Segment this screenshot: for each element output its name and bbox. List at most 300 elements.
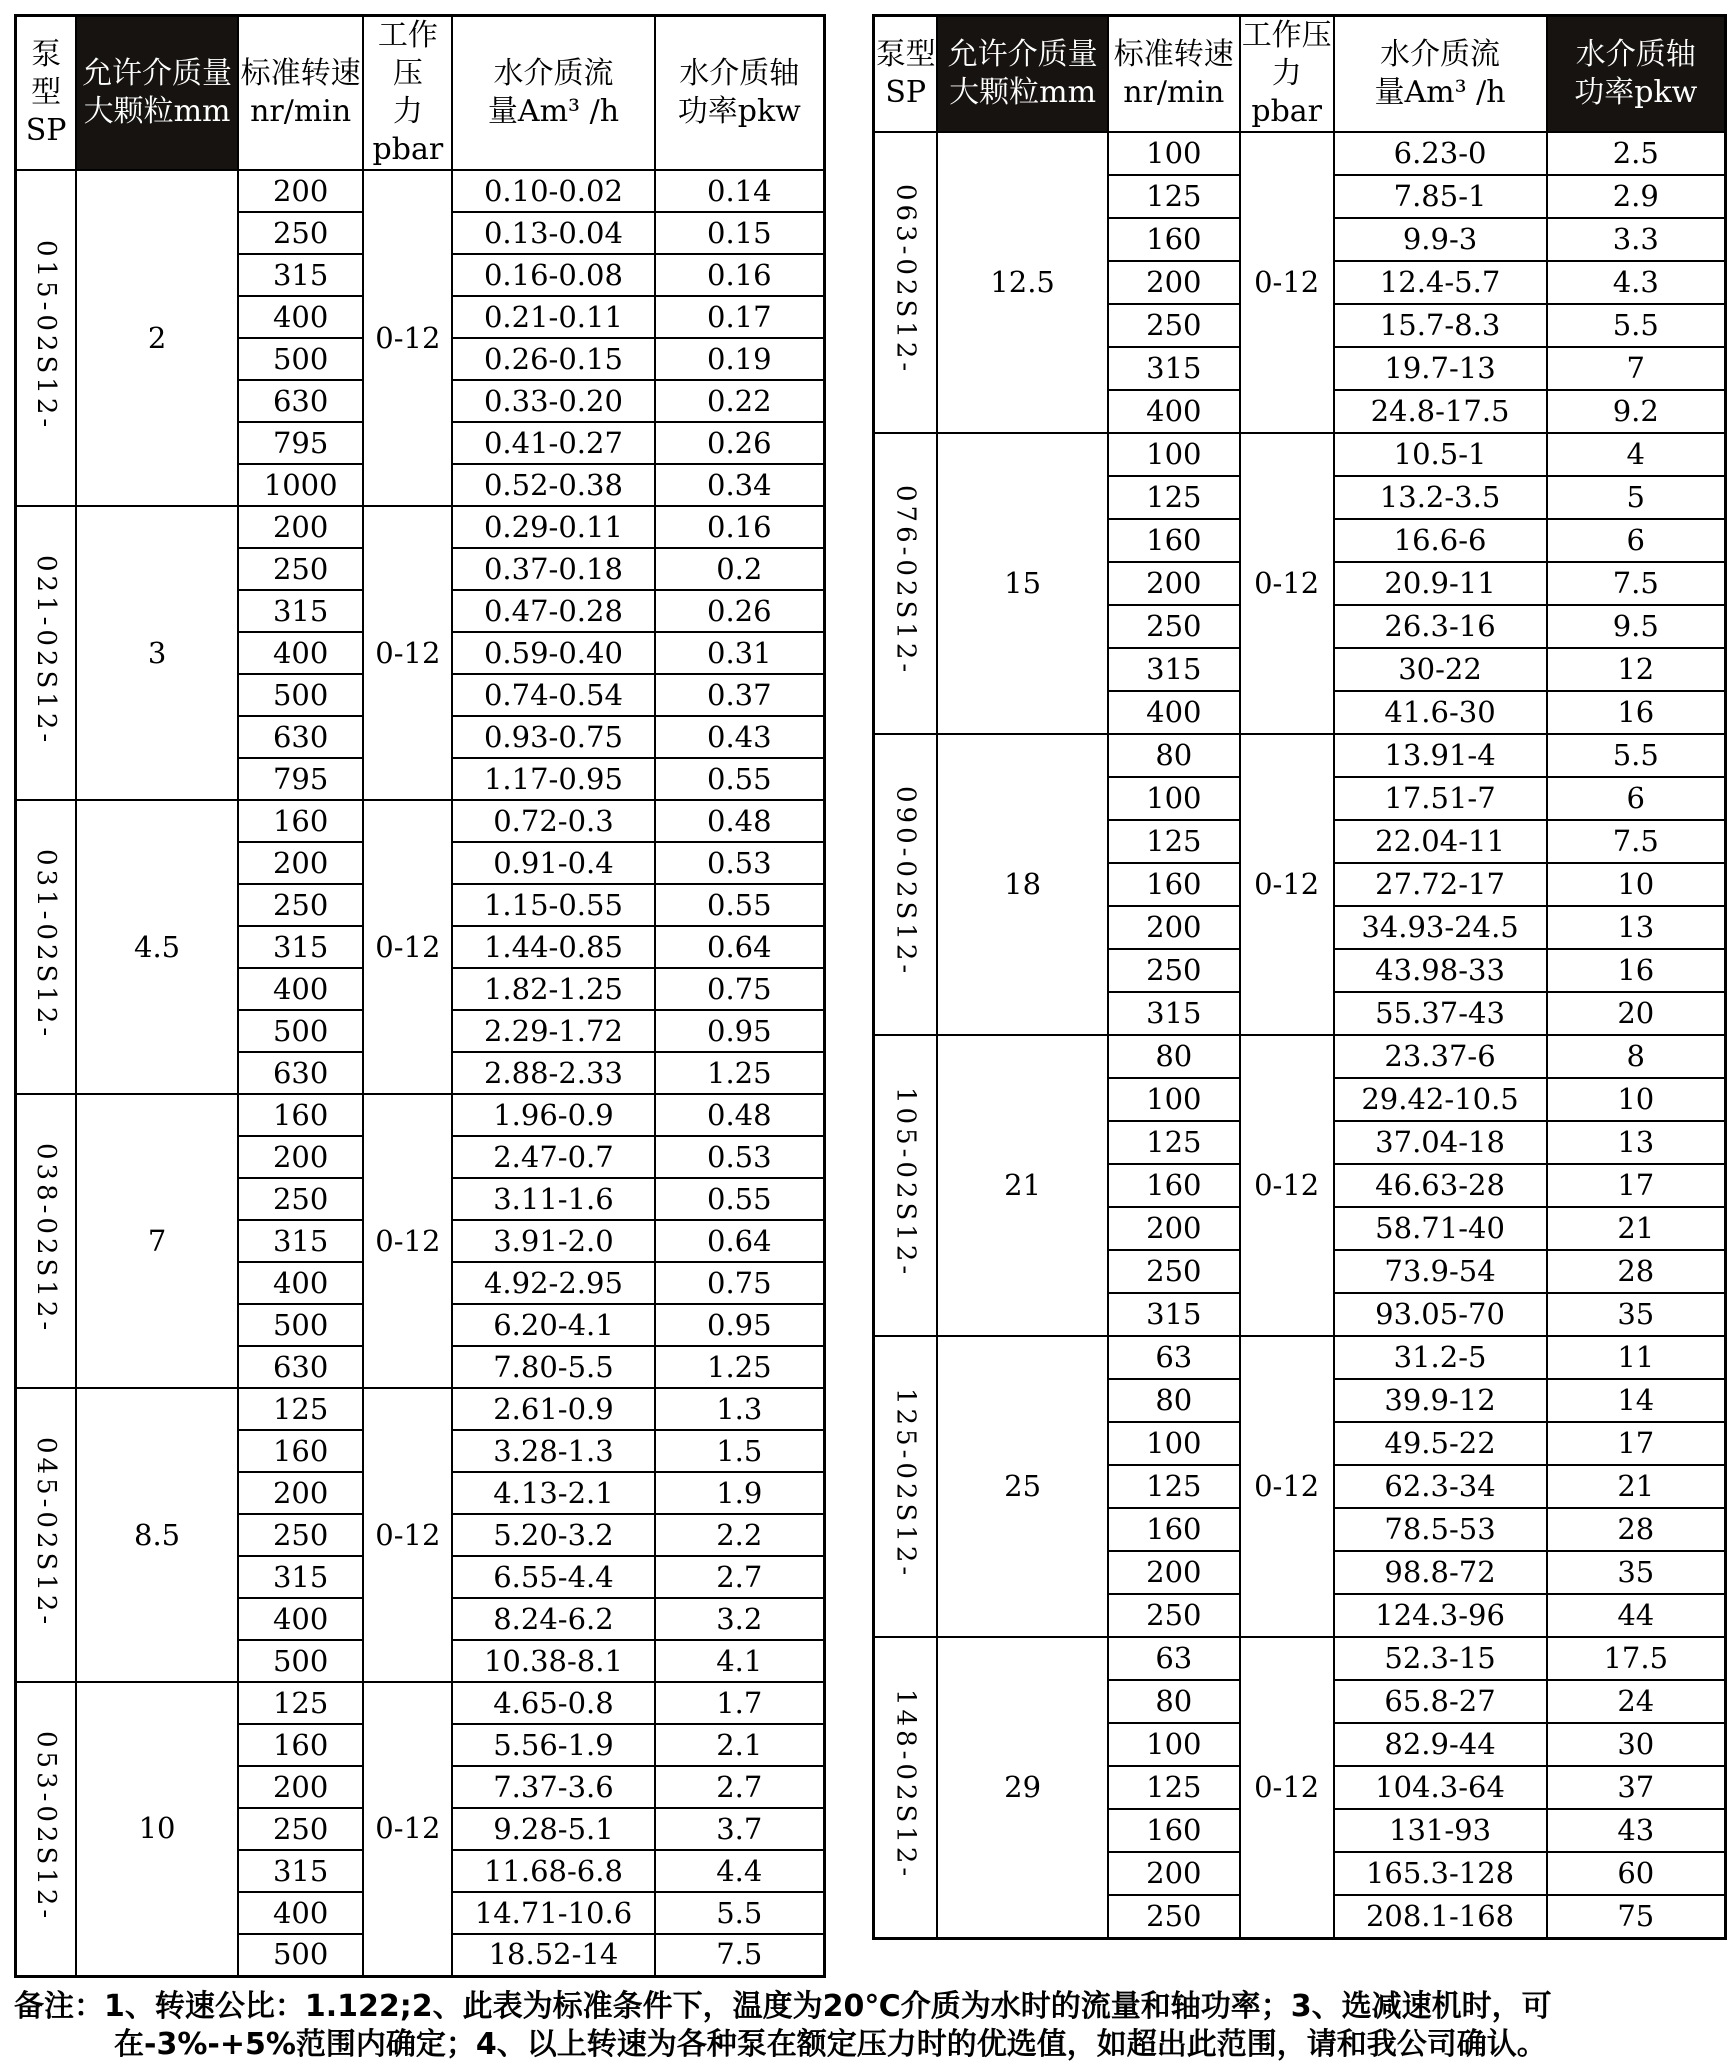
pump-model-text: 076-02S12- (890, 485, 921, 677)
flow-cell: 9.28-5.1 (452, 1808, 654, 1850)
flow-cell: 37.04-18 (1334, 1121, 1547, 1164)
pump-model-cell (874, 1637, 938, 1938)
flow-cell: 0.33-0.20 (452, 380, 654, 422)
header-line: 力pbar (372, 94, 444, 167)
speed-cell: 400 (238, 632, 363, 674)
power-cell: 0.43 (655, 716, 825, 758)
flow-cell: 0.47-0.28 (452, 590, 654, 632)
speed-cell: 250 (1108, 605, 1240, 648)
power-cell: 37 (1547, 1766, 1726, 1809)
power-cell: 7.5 (655, 1934, 825, 1976)
speed-cell: 400 (238, 1262, 363, 1304)
speed-cell: 160 (1108, 218, 1240, 261)
power-cell: 28 (1547, 1250, 1726, 1293)
speed-cell: 795 (238, 758, 363, 800)
pressure-cell: 0-12 (363, 506, 452, 800)
power-cell: 0.55 (655, 1178, 825, 1220)
pump-model-text: 038-02S12- (31, 1142, 62, 1335)
power-cell: 2.7 (655, 1556, 825, 1598)
speed-cell: 200 (1108, 562, 1240, 605)
flow-cell: 0.21-0.11 (452, 296, 654, 338)
flow-cell: 0.26-0.15 (452, 338, 654, 380)
header-line: 工作压 (1241, 18, 1332, 53)
speed-cell: 200 (1108, 906, 1240, 949)
power-cell: 6 (1547, 519, 1726, 562)
power-cell: 0.48 (655, 1094, 825, 1136)
power-cell: 10 (1547, 863, 1726, 906)
flow-cell: 58.71-40 (1334, 1207, 1547, 1250)
tables-row (14, 14, 1731, 1978)
pump-model-cell (874, 132, 938, 433)
speed-cell: 250 (238, 1514, 363, 1556)
speed-cell: 315 (1108, 347, 1240, 390)
pump-model-text: 021-02S12- (31, 554, 62, 747)
col-header-pump-model (874, 16, 938, 133)
particle-size-cell: 8.5 (76, 1388, 238, 1682)
flow-cell: 3.28-1.3 (452, 1430, 654, 1472)
flow-cell: 165.3-128 (1334, 1852, 1547, 1895)
power-cell: 43 (1547, 1809, 1726, 1852)
flow-cell: 5.20-3.2 (452, 1514, 654, 1556)
power-cell: 35 (1547, 1293, 1726, 1336)
power-cell: 4.4 (655, 1850, 825, 1892)
speed-cell: 250 (1108, 1594, 1240, 1637)
power-cell: 60 (1547, 1852, 1726, 1895)
pressure-cell: 0-12 (363, 170, 452, 506)
particle-size-cell: 18 (937, 734, 1107, 1035)
header-line: SP (885, 75, 927, 110)
flow-cell: 30-22 (1334, 648, 1547, 691)
power-cell: 24 (1547, 1680, 1726, 1723)
flow-cell: 65.8-27 (1334, 1680, 1547, 1723)
flow-cell: 0.52-0.38 (452, 464, 654, 506)
speed-cell: 500 (238, 1304, 363, 1346)
speed-cell: 125 (238, 1682, 363, 1724)
speed-cell: 100 (1108, 1422, 1240, 1465)
flow-cell: 55.37-43 (1334, 992, 1547, 1035)
power-cell: 17 (1547, 1422, 1726, 1465)
header-line: 量Am³ /h (487, 94, 620, 129)
flow-cell: 14.71-10.6 (452, 1892, 654, 1934)
header-line: 泵型 (875, 37, 936, 72)
flow-cell: 13.2-3.5 (1334, 476, 1547, 519)
pump-model-cell (874, 1035, 938, 1336)
header-line: SP (25, 113, 67, 148)
header-line: 标准转速 (1113, 37, 1234, 72)
pressure-cell: 0-12 (363, 1388, 452, 1682)
speed-cell: 315 (238, 590, 363, 632)
flow-cell: 0.37-0.18 (452, 548, 654, 590)
power-cell: 1.9 (655, 1472, 825, 1514)
col-header-flow (452, 16, 654, 171)
pump-model-cell (16, 1388, 77, 1682)
flow-cell: 7.37-3.6 (452, 1766, 654, 1808)
flow-cell: 124.3-96 (1334, 1594, 1547, 1637)
flow-cell: 104.3-64 (1334, 1766, 1547, 1809)
speed-cell: 315 (238, 1556, 363, 1598)
col-header-flow (1334, 16, 1547, 133)
speed-cell: 315 (1108, 648, 1240, 691)
flow-cell: 1.15-0.55 (452, 884, 654, 926)
pump-model-text: 063-02S12- (890, 184, 921, 376)
spec-row (874, 734, 1726, 777)
header-line: 水介质流 (493, 56, 614, 91)
speed-cell: 160 (238, 1430, 363, 1472)
particle-size-cell: 4.5 (76, 800, 238, 1094)
particle-size-cell: 29 (937, 1637, 1107, 1938)
power-cell: 0.16 (655, 506, 825, 548)
spec-row (874, 433, 1726, 476)
speed-cell: 200 (238, 506, 363, 548)
speed-cell: 200 (238, 170, 363, 212)
particle-size-cell: 21 (937, 1035, 1107, 1336)
speed-cell: 125 (1108, 476, 1240, 519)
pump-model-cell (16, 1094, 77, 1388)
speed-cell: 500 (238, 1010, 363, 1052)
speed-cell: 100 (1108, 132, 1240, 175)
power-cell: 5.5 (1547, 304, 1726, 347)
col-header-speed (238, 16, 363, 171)
speed-cell: 315 (1108, 1293, 1240, 1336)
speed-cell: 80 (1108, 1035, 1240, 1078)
power-cell: 4 (1547, 433, 1726, 476)
pressure-cell: 0-12 (1240, 1637, 1334, 1938)
speed-cell: 630 (238, 380, 363, 422)
speed-cell: 315 (1108, 992, 1240, 1035)
flow-cell: 82.9-44 (1334, 1723, 1547, 1766)
power-cell: 0.14 (655, 170, 825, 212)
flow-cell: 22.04-11 (1334, 820, 1547, 863)
power-cell: 2.5 (1547, 132, 1726, 175)
flow-cell: 16.6-6 (1334, 519, 1547, 562)
flow-cell: 20.9-11 (1334, 562, 1547, 605)
col-header-pressure (1240, 16, 1334, 133)
header-line: 允许介质量 (947, 37, 1098, 72)
pump-model-text: 053-02S12- (31, 1730, 62, 1922)
speed-cell: 315 (238, 1220, 363, 1262)
power-cell: 2.7 (655, 1766, 825, 1808)
power-cell: 1.25 (655, 1052, 825, 1094)
power-cell: 12 (1547, 648, 1726, 691)
speed-cell: 200 (1108, 1551, 1240, 1594)
power-cell: 16 (1547, 691, 1726, 734)
speed-cell: 80 (1108, 1379, 1240, 1422)
speed-cell: 315 (238, 1850, 363, 1892)
flow-cell: 131-93 (1334, 1809, 1547, 1852)
power-cell: 21 (1547, 1207, 1726, 1250)
pump-model-text: 125-02S12- (890, 1388, 921, 1580)
flow-cell: 6.55-4.4 (452, 1556, 654, 1598)
speed-cell: 200 (238, 1136, 363, 1178)
power-cell: 14 (1547, 1379, 1726, 1422)
power-cell: 9.5 (1547, 605, 1726, 648)
power-cell: 75 (1547, 1895, 1726, 1938)
flow-cell: 10.5-1 (1334, 433, 1547, 476)
power-cell: 1.3 (655, 1388, 825, 1430)
speed-cell: 200 (238, 1766, 363, 1808)
pressure-cell: 0-12 (363, 1682, 452, 1976)
flow-cell: 29.42-10.5 (1334, 1078, 1547, 1121)
speed-cell: 125 (238, 1388, 363, 1430)
right-table-header (874, 16, 1726, 133)
speed-cell: 200 (1108, 1852, 1240, 1895)
power-cell: 0.37 (655, 674, 825, 716)
header-line: 工作压 (377, 18, 438, 91)
footnote-line-2: 在-3%-+5%范围内确定；4、以上转速为各种泵在额定压力时的优选值，如超出此范围，请和我公司确认。 (114, 2026, 1547, 2062)
flow-cell: 31.2-5 (1334, 1336, 1547, 1379)
pump-model-cell (874, 433, 938, 734)
left-table-body (16, 170, 825, 1976)
power-cell: 0.95 (655, 1010, 825, 1052)
flow-cell: 4.65-0.8 (452, 1682, 654, 1724)
pump-model-cell (874, 734, 938, 1035)
pump-model-text: 090-02S12- (890, 786, 921, 978)
header-line: 量Am³ /h (1374, 75, 1506, 110)
flow-cell: 43.98-33 (1334, 949, 1547, 992)
speed-cell: 400 (1108, 691, 1240, 734)
power-cell: 0.75 (655, 1262, 825, 1304)
power-cell: 8 (1547, 1035, 1726, 1078)
flow-cell: 24.8-17.5 (1334, 390, 1547, 433)
speed-cell: 315 (238, 926, 363, 968)
flow-cell: 0.59-0.40 (452, 632, 654, 674)
speed-cell: 160 (1108, 1164, 1240, 1207)
speed-cell: 160 (238, 1724, 363, 1766)
power-cell: 0.48 (655, 800, 825, 842)
speed-cell: 125 (1108, 1121, 1240, 1164)
power-cell: 0.15 (655, 212, 825, 254)
speed-cell: 200 (1108, 261, 1240, 304)
speed-cell: 100 (1108, 1723, 1240, 1766)
speed-cell: 315 (238, 254, 363, 296)
flow-cell: 0.10-0.02 (452, 170, 654, 212)
flow-cell: 62.3-34 (1334, 1465, 1547, 1508)
power-cell: 0.31 (655, 632, 825, 674)
power-cell: 10 (1547, 1078, 1726, 1121)
header-line: 大颗粒mm (83, 94, 231, 129)
pump-model-cell (16, 1682, 77, 1976)
flow-cell: 34.93-24.5 (1334, 906, 1547, 949)
speed-cell: 125 (1108, 175, 1240, 218)
flow-cell: 3.91-2.0 (452, 1220, 654, 1262)
header-line: 功率pkw (677, 94, 801, 129)
power-cell: 2.9 (1547, 175, 1726, 218)
flow-cell: 3.11-1.6 (452, 1178, 654, 1220)
header-line: 力pbar (1251, 56, 1322, 129)
spec-row (16, 1094, 825, 1136)
header-row (874, 16, 1726, 133)
speed-cell: 500 (238, 338, 363, 380)
flow-cell: 2.47-0.7 (452, 1136, 654, 1178)
power-cell: 9.2 (1547, 390, 1726, 433)
speed-cell: 160 (238, 800, 363, 842)
flow-cell: 52.3-15 (1334, 1637, 1547, 1680)
speed-cell: 250 (1108, 949, 1240, 992)
flow-cell: 13.91-4 (1334, 734, 1547, 777)
flow-cell: 1.44-0.85 (452, 926, 654, 968)
col-header-pressure (363, 16, 452, 171)
speed-cell: 400 (238, 968, 363, 1010)
speed-cell: 250 (1108, 1250, 1240, 1293)
power-cell: 0.64 (655, 926, 825, 968)
speed-cell: 630 (238, 1052, 363, 1094)
pressure-cell: 0-12 (1240, 1035, 1334, 1336)
flow-cell: 73.9-54 (1334, 1250, 1547, 1293)
col-header-particle (937, 16, 1107, 133)
power-cell: 0.53 (655, 842, 825, 884)
speed-cell: 500 (238, 1934, 363, 1976)
pressure-cell: 0-12 (1240, 734, 1334, 1035)
flow-cell: 1.96-0.9 (452, 1094, 654, 1136)
flow-cell: 39.9-12 (1334, 1379, 1547, 1422)
pump-model-text: 105-02S12- (890, 1087, 921, 1279)
flow-cell: 78.5-53 (1334, 1508, 1547, 1551)
flow-cell: 4.92-2.95 (452, 1262, 654, 1304)
power-cell: 11 (1547, 1336, 1726, 1379)
flow-cell: 12.4-5.7 (1334, 261, 1547, 304)
speed-cell: 100 (1108, 433, 1240, 476)
speed-cell: 63 (1108, 1336, 1240, 1379)
power-cell: 0.16 (655, 254, 825, 296)
power-cell: 20 (1547, 992, 1726, 1035)
power-cell: 6 (1547, 777, 1726, 820)
speed-cell: 160 (1108, 1809, 1240, 1852)
header-line: 水介质轴 (1575, 37, 1696, 72)
flow-cell: 2.61-0.9 (452, 1388, 654, 1430)
power-cell: 13 (1547, 906, 1726, 949)
pressure-cell: 0-12 (1240, 1336, 1334, 1637)
header-line: nr/min (1123, 75, 1225, 110)
speed-cell: 250 (238, 1178, 363, 1220)
col-header-pump-model (16, 16, 77, 171)
flow-cell: 0.72-0.3 (452, 800, 654, 842)
power-cell: 0.53 (655, 1136, 825, 1178)
power-cell: 0.17 (655, 296, 825, 338)
speed-cell: 100 (1108, 777, 1240, 820)
flow-cell: 10.38-8.1 (452, 1640, 654, 1682)
footnote (14, 1988, 1731, 2064)
speed-cell: 125 (1108, 1465, 1240, 1508)
speed-cell: 400 (238, 1598, 363, 1640)
pump-model-cell (874, 1336, 938, 1637)
power-cell: 0.26 (655, 422, 825, 464)
pump-model-cell (16, 506, 77, 800)
pump-model-text: 015-02S12- (31, 239, 62, 432)
power-cell: 4.1 (655, 1640, 825, 1682)
col-header-power (655, 16, 825, 171)
speed-cell: 250 (238, 1808, 363, 1850)
speed-cell: 500 (238, 674, 363, 716)
spec-row (874, 1336, 1726, 1379)
flow-cell: 18.52-14 (452, 1934, 654, 1976)
speed-cell: 400 (238, 1892, 363, 1934)
particle-size-cell: 2 (76, 170, 238, 506)
spec-row (16, 800, 825, 842)
header-row (16, 16, 825, 171)
flow-cell: 11.68-6.8 (452, 1850, 654, 1892)
flow-cell: 19.7-13 (1334, 347, 1547, 390)
speed-cell: 400 (1108, 390, 1240, 433)
power-cell: 5 (1547, 476, 1726, 519)
pressure-cell: 0-12 (1240, 132, 1334, 433)
speed-cell: 400 (238, 296, 363, 338)
flow-cell: 7.80-5.5 (452, 1346, 654, 1388)
flow-cell: 9.9-3 (1334, 218, 1547, 261)
power-cell: 2.1 (655, 1724, 825, 1766)
header-line: nr/min (250, 94, 352, 129)
power-cell: 28 (1547, 1508, 1726, 1551)
speed-cell: 500 (238, 1640, 363, 1682)
speed-cell: 63 (1108, 1637, 1240, 1680)
power-cell: 2.2 (655, 1514, 825, 1556)
power-cell: 7.5 (1547, 820, 1726, 863)
speed-cell: 160 (1108, 519, 1240, 562)
flow-cell: 23.37-6 (1334, 1035, 1547, 1078)
power-cell: 17.5 (1547, 1637, 1726, 1680)
speed-cell: 795 (238, 422, 363, 464)
spec-row (16, 170, 825, 212)
header-line: 水介质轴 (679, 56, 800, 91)
power-cell: 3.3 (1547, 218, 1726, 261)
flow-cell: 41.6-30 (1334, 691, 1547, 734)
flow-cell: 93.05-70 (1334, 1293, 1547, 1336)
header-line: 功率pkw (1574, 75, 1698, 110)
pump-model-cell (16, 800, 77, 1094)
flow-cell: 46.63-28 (1334, 1164, 1547, 1207)
speed-cell: 250 (1108, 304, 1240, 347)
flow-cell: 2.88-2.33 (452, 1052, 654, 1094)
speed-cell: 125 (1108, 1766, 1240, 1809)
flow-cell: 2.29-1.72 (452, 1010, 654, 1052)
speed-cell: 160 (238, 1094, 363, 1136)
left-table-header (16, 16, 825, 171)
power-cell: 1.7 (655, 1682, 825, 1724)
speed-cell: 200 (238, 842, 363, 884)
flow-cell: 0.41-0.27 (452, 422, 654, 464)
power-cell: 5.5 (1547, 734, 1726, 777)
pump-model-text: 148-02S12- (890, 1689, 921, 1881)
power-cell: 0.75 (655, 968, 825, 1010)
power-cell: 0.55 (655, 884, 825, 926)
speed-cell: 250 (238, 884, 363, 926)
speed-cell: 100 (1108, 1078, 1240, 1121)
pump-model-text: 031-02S12- (31, 848, 62, 1041)
flow-cell: 98.8-72 (1334, 1551, 1547, 1594)
flow-cell: 26.3-16 (1334, 605, 1547, 648)
speed-cell: 160 (1108, 1508, 1240, 1551)
power-cell: 0.19 (655, 338, 825, 380)
spec-row (16, 1388, 825, 1430)
particle-size-cell: 25 (937, 1336, 1107, 1637)
header-line: 允许介质量 (82, 56, 233, 91)
pump-model-text: 045-02S12- (31, 1436, 62, 1629)
header-line: 泵型 (31, 37, 62, 110)
power-cell: 35 (1547, 1551, 1726, 1594)
speed-cell: 1000 (238, 464, 363, 506)
col-header-particle (76, 16, 238, 171)
speed-cell: 160 (1108, 863, 1240, 906)
speed-cell: 250 (238, 212, 363, 254)
pressure-cell: 0-12 (363, 1094, 452, 1388)
header-line: 水介质流 (1380, 37, 1501, 72)
spec-row (874, 1637, 1726, 1680)
particle-size-cell: 7 (76, 1094, 238, 1388)
flow-cell: 0.13-0.04 (452, 212, 654, 254)
flow-cell: 0.16-0.08 (452, 254, 654, 296)
power-cell: 7 (1547, 347, 1726, 390)
flow-cell: 27.72-17 (1334, 863, 1547, 906)
spec-row (874, 1035, 1726, 1078)
